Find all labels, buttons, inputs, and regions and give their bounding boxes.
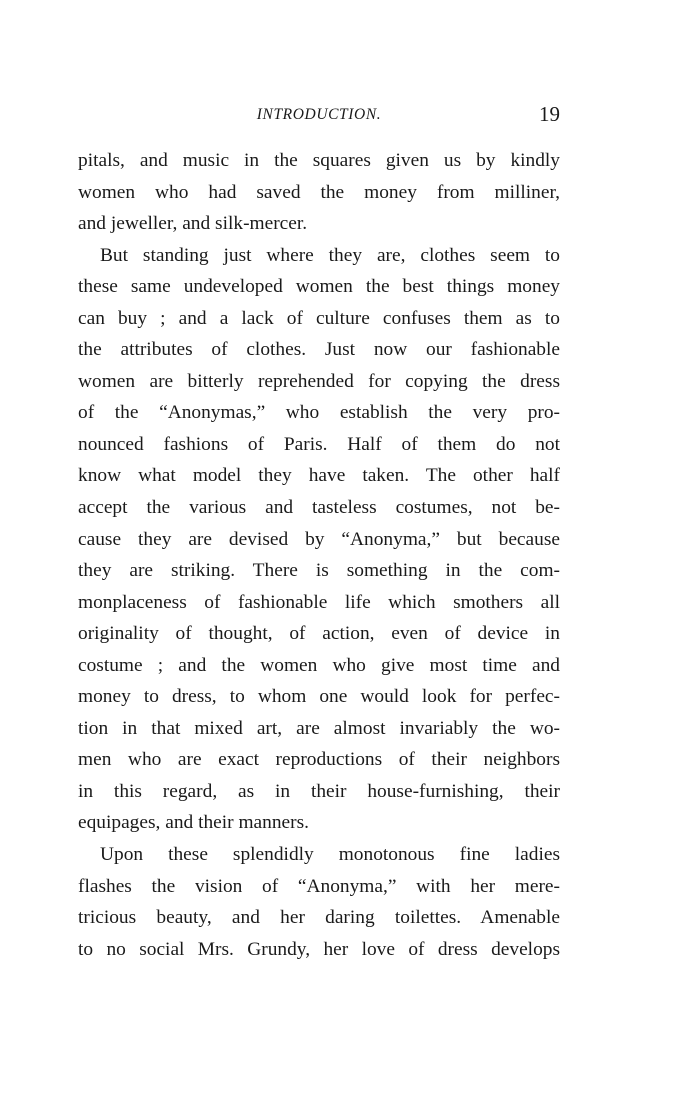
text-line-content: originality of thought, of action, even of device in — [78, 623, 560, 645]
text-line — [78, 587, 560, 619]
text-line-content: cause they are devised by “Anonyma,” but because — [78, 528, 560, 550]
text-line-content: tricious beauty, and her daring toilettes. Amenable — [78, 907, 560, 929]
text-line-content: men who are exact reproductions of their neighbors — [78, 749, 560, 771]
text-line-content: equipages, and their manners. — [78, 812, 309, 834]
text-line — [78, 397, 560, 429]
text-line-content: can buy ; and a lack of culture confuses them as to — [78, 307, 560, 329]
text-line-content: women are bitterly reprehended for copying the dress — [78, 370, 560, 392]
text-line — [78, 934, 560, 966]
text-line-content: accept the various and tasteless costumes, not be- — [78, 497, 560, 519]
text-line-content: tion in that mixed art, are almost invariably the wo- — [78, 717, 560, 739]
text-line — [78, 429, 560, 461]
text-line — [78, 555, 560, 587]
text-line-content: nounced fashions of Paris. Half of them do not — [78, 433, 560, 455]
text-line — [78, 807, 560, 839]
text-line-content: to no social Mrs. Grundy, her love of dress develops — [78, 938, 560, 960]
text-line — [78, 492, 560, 524]
running-title: INTRODUCTION. — [256, 106, 382, 123]
text-line — [78, 145, 560, 177]
text-line — [78, 334, 560, 366]
text-line — [78, 177, 560, 209]
text-line-content: and jeweller, and silk-mercer. — [78, 213, 308, 235]
text-line — [78, 618, 560, 650]
text-line-content: pitals, and music in the squares given us by kindly — [78, 150, 560, 171]
running-head — [78, 104, 560, 128]
text-line — [78, 839, 560, 871]
text-line-content: know what model they have taken. The other half — [78, 465, 560, 487]
text-line-content: these same undeveloped women the best things money — [78, 276, 560, 298]
text-line-content: flashes the vision of “Anonyma,” with her mere- — [78, 875, 560, 897]
text-line-content: of the “Anonymas,” who establish the very pro- — [78, 402, 560, 424]
text-line-content: money to dress, to whom one would look for perfec- — [78, 686, 560, 708]
text-line — [78, 650, 560, 682]
text-line-content: women who had saved the money from milliner, — [78, 181, 560, 203]
page-number: 19 — [539, 102, 560, 126]
text-line — [78, 460, 560, 492]
text-line — [78, 303, 560, 335]
body-text — [78, 145, 560, 965]
text-line — [78, 902, 560, 934]
text-line-content: they are striking. There is something in the com- — [78, 560, 560, 582]
text-line — [78, 366, 560, 398]
text-line-content: costume ; and the women who give most time and — [78, 654, 560, 676]
text-line-content: Upon these splendidly monotonous fine ladies — [100, 844, 560, 866]
text-line — [78, 208, 560, 240]
text-line — [78, 744, 560, 776]
text-line — [78, 713, 560, 745]
text-line — [78, 776, 560, 808]
text-line-content: monplaceness of fashionable life which smothers all — [78, 591, 560, 613]
text-line — [78, 681, 560, 713]
text-line-content: But standing just where they are, clothes seem to — [100, 244, 560, 266]
text-line — [78, 271, 560, 303]
text-line — [78, 871, 560, 903]
text-line — [78, 524, 560, 556]
text-line-content: the attributes of clothes. Just now our fashionable — [78, 339, 560, 361]
text-line — [78, 240, 560, 272]
text-line-content: in this regard, as in their house-furnishing, their — [78, 780, 560, 802]
